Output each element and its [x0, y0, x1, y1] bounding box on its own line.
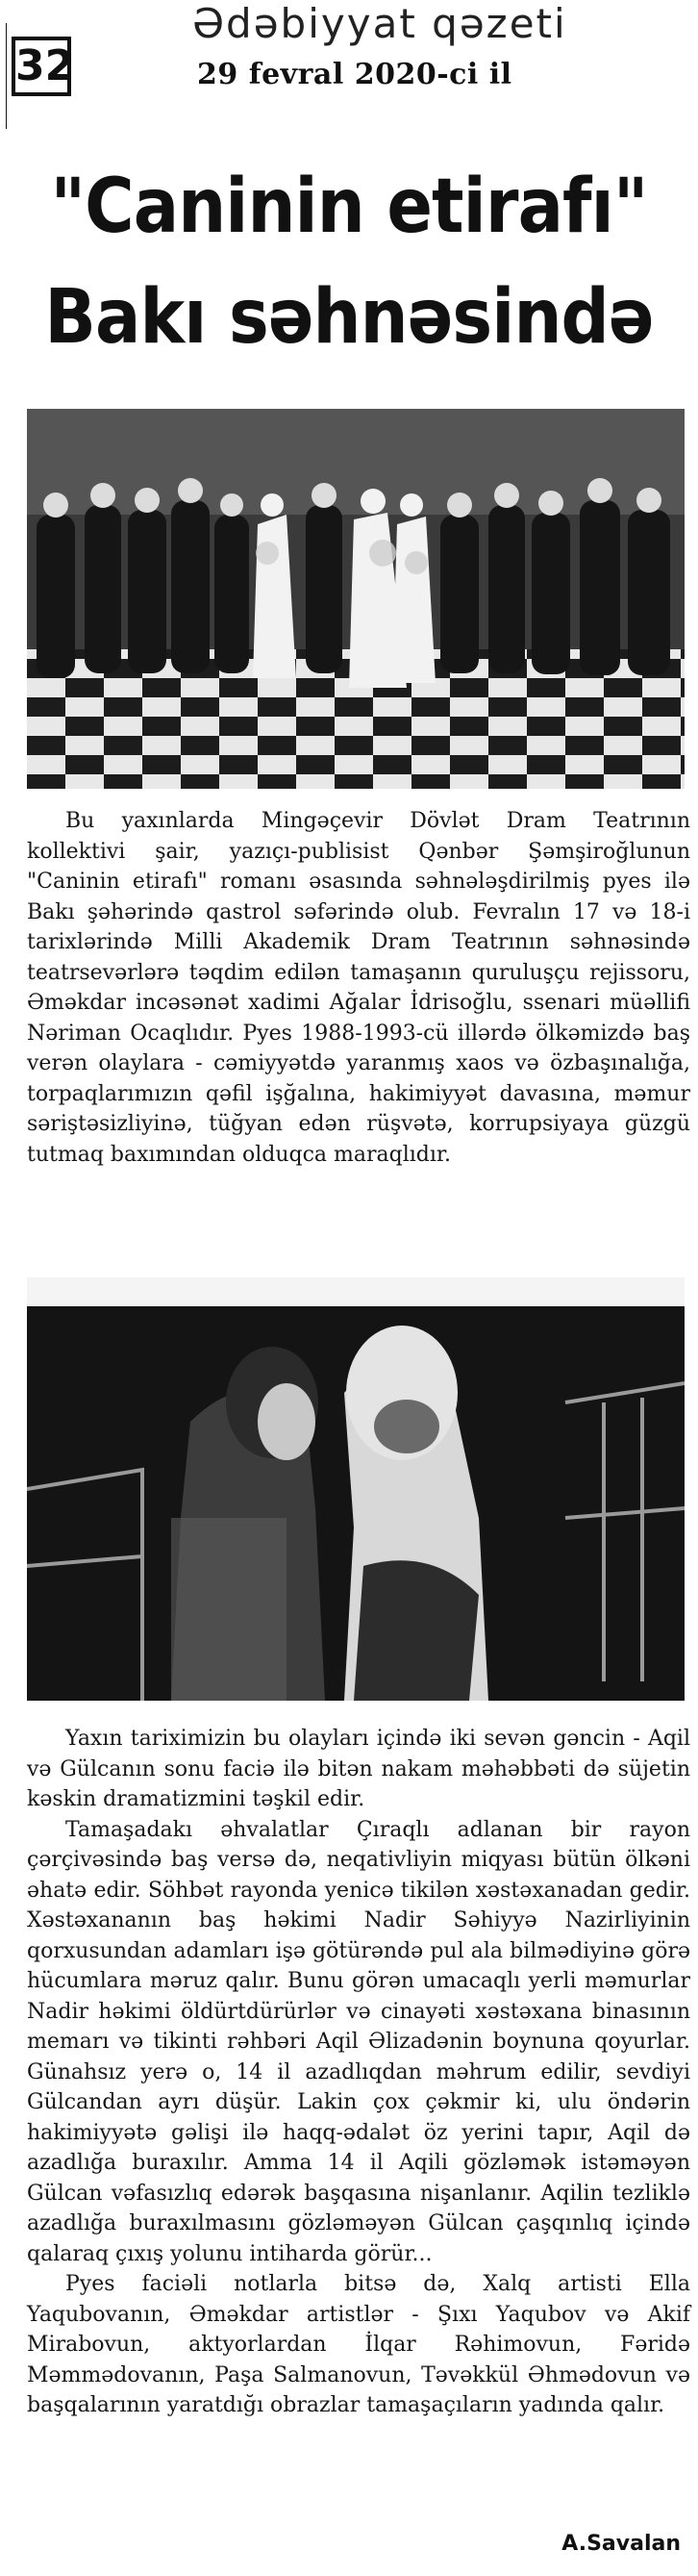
issue-date: 29 fevral 2020-ci il: [197, 58, 512, 91]
scene-photo-illustration: [27, 1277, 685, 1701]
body-text: [27, 1724, 690, 2421]
body-paragraph-1: Yaxın tariximizin bu olayları içində iki sevən gəncin - Aqil və Gülcanın sonu faciə ilə bitən nakam məhəbbəti də süjetin kəskin dramatizmini təşkil edir.: [27, 1727, 690, 1811]
body-paragraph-3: Pyes faciəli notlarla bitsə də, Xalq artisti Ella Yaqubovanın, Əməkdar artistlər - Şıxı Yaqubov və Akif Mirabovun, aktyorlardan İlqar Rəhimovun, Fəridə Məmmədovanın, Paşa Salmanovun, Təvəkkül Əhmədovun və başqalarının yaratdığı obrazlar tamaşaçıların yadında qalır.: [27, 2272, 690, 2417]
intro-text: [27, 806, 690, 1170]
headline-line-2: Bakı səhnəsində: [44, 274, 654, 361]
newspaper-name: Ədəbiyyat qəzeti: [192, 0, 567, 47]
scene-photo: [27, 1277, 685, 1701]
body-paragraph-2: Tamaşadakı əhvalatlar Çıraqlı adlanan bir rayon çərçivəsində baş versə də, neqativliyin miqyası bütün ölkəni əhatə edir. Söhbət rayonda yenicə tikilən xəstəxanadan gedir. Xəstəxananın baş həkimi Nadir Səhiyyə Nazirliyinin qorxusundan adamları işə götürəndə pul ala bilmədiyinə görə hücumlara məruz qalır. Bunu görən umacaqlı yerli məmurlar Nadir həkimi öldürtdürürlər və cinayəti xəstəxana binasının memarı və tikinti rəhbəri Aqil Əlizadənin boynuna qoyurlar. Günahsız yerə o, 14 il azadlıqdan məhrum edilir, sevdiyi Gülcandan ayrı düşür. Lakin çox çəkmir ki, ulu öndərin hakimiyyətə gəlişi ilə haqq-ədalət öz yerini tapır, Aqil də azadlığa buraxılır. Amma 14 il Aqili gözləmək istəməyən Gülcan vəfasızlıq edərək başqasına nişanlanır. Aqilin tezliklə azadlığa buraxılmasını gözləməyən Gülcan çaşqınlıq içində qalaraq çıxış yolunu intiharda görür...: [27, 1817, 690, 2266]
masthead: [0, 0, 698, 144]
headline-line-1: "Caninin etirafı": [50, 164, 648, 250]
stage-group-photo: [27, 409, 685, 789]
page-number: 32: [12, 37, 71, 96]
author-signature: A.Savalan: [561, 2532, 681, 2556]
intro-paragraph: Bu yaxınlarda Mingəçevir Dövlət Dram Teatrının kollektivi şair, yazıçı-publisist Qənbər Şəmşiroğlunun "Caninin etirafı" romanı əsasında səhnələşdirilmiş pyes ilə Bakı şəhərində qastrol səfərində olub. Fevralın 17 və 18-i tarixlərində Milli Akademik Dram Teatrının səhnəsində teatrsevərlərə təqdim edilən tamaşanın quruluşçu rejissoru, Əməkdar incəsənət xadimi Ağalar İdrisoğlu, ssenari müəllifi Nəriman Ocaqlıdır. Pyes 1988-1993-cü illərdə ölkəmizdə baş verən olaylara - cəmiyyətdə yaranmış xaos və özbaşınalığa, torpaqlarımızın qəfil işğalına, hakimiyyət davasına, məmur səriştəsizliyinə, tüğyan edən rüşvətə, korrupsiyaya güzgü tutmaq baxımından olduqca maraqlıdır.: [27, 809, 690, 1167]
stage-group-photo-illustration: [27, 409, 685, 789]
